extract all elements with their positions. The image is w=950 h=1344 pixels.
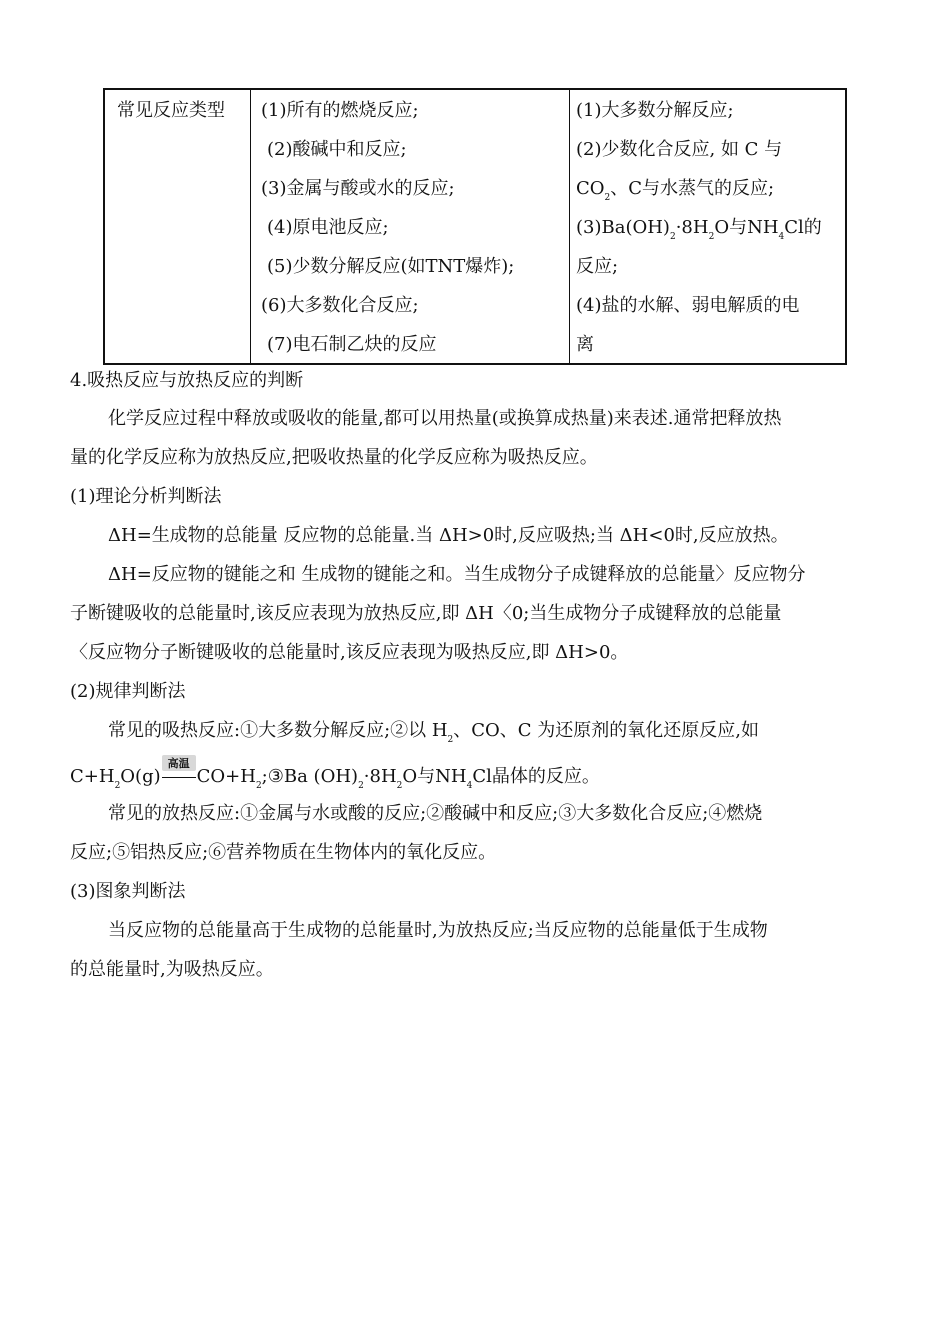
paragraph-line: 量的化学反应称为放热反应,把吸收热量的化学反应称为吸热反应。 xyxy=(70,447,598,468)
reaction-types-table xyxy=(103,88,847,365)
paragraph-line: 的总能量时,为吸热反应。 xyxy=(70,959,274,980)
paragraph-line: 化学反应过程中释放或吸收的能量,都可以用热量(或换算成热量)来表述.通常把释放热 xyxy=(108,408,782,429)
exo-item: (4)原电池反应; xyxy=(267,217,389,238)
section-heading: 4.吸热反应与放热反应的判断 xyxy=(70,370,304,391)
endo-item: (2)少数化合反应, 如 C 与 xyxy=(576,139,783,160)
row-header-cell xyxy=(104,89,251,364)
row-header: 常见反应类型 xyxy=(117,100,225,121)
paragraph-line: 当反应物的总能量高于生成物的总能量时,为放热反应;当反应物的总能量低于生成物 xyxy=(108,920,768,941)
paragraph-line: 常见的放热反应:①金属与水或酸的反应;②酸碱中和反应;③大多数化合反应;④燃烧 xyxy=(108,803,763,824)
exothermic-cell xyxy=(251,89,570,364)
exo-item: (1)所有的燃烧反应; xyxy=(261,100,419,121)
exo-item: (3)金属与酸或水的反应; xyxy=(261,178,455,199)
subsection-heading: (2)规律判断法 xyxy=(70,681,186,702)
paragraph-line: 〈反应物分子断键吸收的总能量时,该反应表现为吸热反应,即 ΔH>0。 xyxy=(70,642,629,663)
endo-item: $(3)Ba(OH)_2\cdot 8H_2O$与$NH_4Cl$的 xyxy=(576,217,822,242)
reaction-arrow-icon xyxy=(162,757,196,780)
subsection-heading: (1)理论分析判断法 xyxy=(70,486,222,507)
endo-item: 离 xyxy=(576,334,594,355)
endo-item: 反应; xyxy=(576,256,619,277)
paragraph-line: ΔH=生成物的总能量 反应物的总能量.当 ΔH>0时,反应吸热;当 ΔH<0时,反应放热。 xyxy=(108,525,789,546)
subsection-heading: (3)图象判断法 xyxy=(70,881,186,902)
exo-item: (6)大多数化合反应; xyxy=(261,295,419,316)
equation-line: $C+H_2O(g)$ 高温 $CO+H_2;③Ba$ $(OH)_2\cdot 8H_2O$与$NH_4Cl$晶体的反应。 xyxy=(70,757,600,791)
endothermic-cell xyxy=(570,89,847,364)
condition-label: 高温 xyxy=(162,755,196,771)
endo-item: (1)大多数分解反应; xyxy=(576,100,734,121)
paragraph-line: 子断键吸收的总能量时,该反应表现为放热反应,即 ΔH〈0;当生成物分子成键释放的总能量 xyxy=(70,603,782,624)
exo-item: (2)酸碱中和反应; xyxy=(267,139,407,160)
exo-item: (5)少数分解反应(如TNT爆炸); xyxy=(267,256,515,277)
paragraph-line: 反应;⑤铝热反应;⑥营养物质在生物体内的氧化反应。 xyxy=(70,842,497,863)
paragraph-line: 常见的吸热反应:①大多数分解反应;②以 $H_2$、CO、C 为还原剂的氧化还原反应,如 xyxy=(108,720,760,745)
paragraph-line: ΔH=反应物的键能之和 生成物的键能之和。当生成物分子成键释放的总能量〉反应物分 xyxy=(108,564,806,585)
exo-item: (7)电石制乙炔的反应 xyxy=(267,334,437,355)
endo-item: $CO_2$、C与水蒸气的反应; xyxy=(576,178,775,203)
endo-item: (4)盐的水解、弱电解质的电 xyxy=(576,295,800,316)
